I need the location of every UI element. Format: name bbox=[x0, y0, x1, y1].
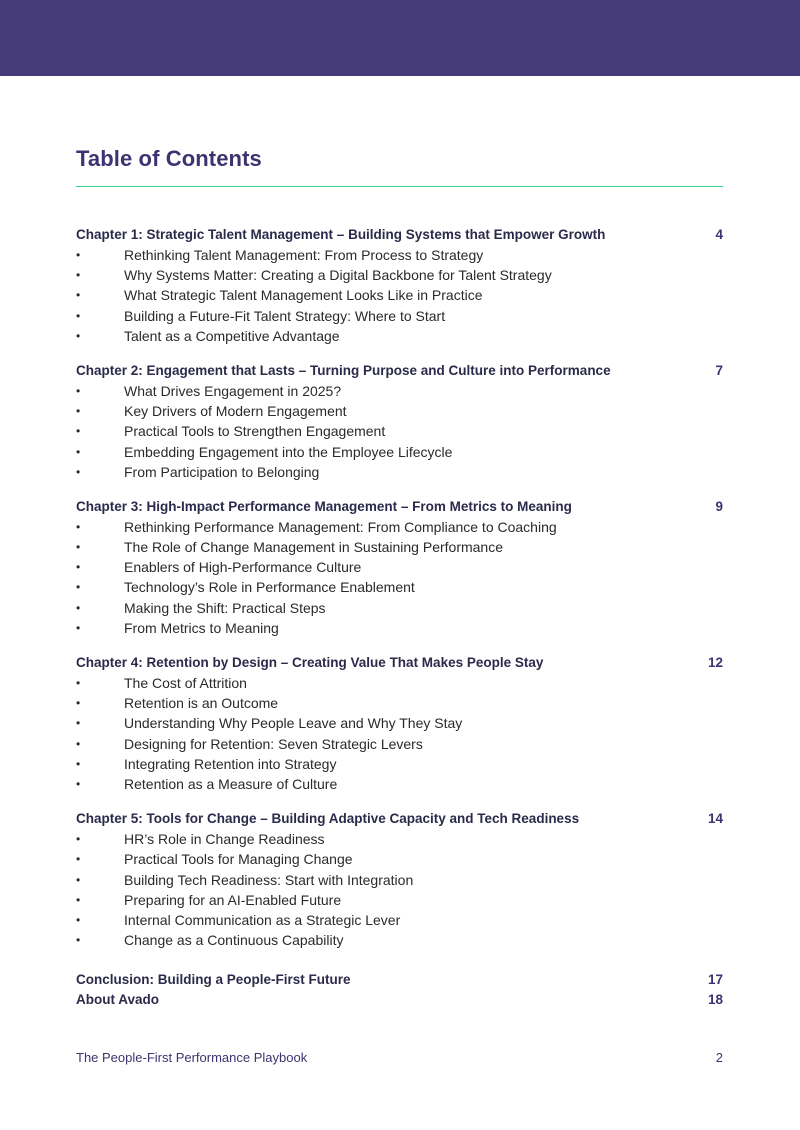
footer-document-title: The People-First Performance Playbook bbox=[76, 1050, 308, 1065]
bullet-icon: • bbox=[76, 912, 81, 927]
section-label: Enablers of High-Performance Culture bbox=[124, 559, 362, 576]
bullet-icon: • bbox=[76, 736, 81, 751]
section-label: The Cost of Attrition bbox=[124, 675, 247, 691]
bullet-icon: • bbox=[76, 268, 81, 283]
bullet-icon: • bbox=[76, 776, 81, 791]
chapter-page-number: 9 bbox=[715, 498, 723, 514]
table-of-contents bbox=[76, 225, 723, 965]
section-item[interactable] bbox=[76, 618, 723, 638]
bullet-icon: • bbox=[76, 560, 81, 575]
section-label: Understanding Why People Leave and Why They Stay bbox=[124, 715, 463, 732]
bullet-icon: • bbox=[76, 540, 81, 555]
section-label: Change as a Continuous Capability bbox=[124, 932, 344, 949]
section-label: Rethinking Performance Management: From Compliance to Coaching bbox=[124, 518, 557, 535]
section-list bbox=[76, 245, 723, 346]
toc-chapter-5 bbox=[76, 809, 723, 950]
section-label: Building Tech Readiness: Start with Integration bbox=[124, 871, 414, 888]
section-label: From Metrics to Meaning bbox=[124, 619, 279, 636]
chapter-entry[interactable] bbox=[76, 497, 723, 517]
bullet-icon: • bbox=[76, 620, 81, 635]
bullet-icon: • bbox=[76, 676, 81, 690]
section-label: HR’s Role in Change Readiness bbox=[124, 831, 325, 848]
chapter-entry[interactable] bbox=[76, 653, 723, 673]
toc-chapter-4 bbox=[76, 653, 723, 794]
section-item[interactable] bbox=[76, 870, 723, 890]
section-label: Rethinking Talent Management: From Process to Strategy bbox=[124, 247, 484, 263]
page-title: Table of Contents bbox=[76, 146, 262, 171]
bullet-icon: • bbox=[76, 404, 81, 419]
section-label: Retention as a Measure of Culture bbox=[124, 775, 338, 792]
section-label: Preparing for an AI-Enabled Future bbox=[124, 891, 342, 908]
bullet-icon: • bbox=[76, 696, 81, 711]
section-item[interactable] bbox=[76, 326, 723, 346]
bullet-icon: • bbox=[76, 383, 81, 398]
bullet-icon: • bbox=[76, 424, 81, 439]
bullet-icon: • bbox=[76, 519, 81, 534]
section-item[interactable] bbox=[76, 517, 723, 537]
chapter-page-number: 12 bbox=[707, 655, 723, 670]
section-item[interactable] bbox=[76, 462, 723, 482]
section-item[interactable] bbox=[76, 829, 723, 849]
chapter-page-number: 7 bbox=[715, 362, 723, 378]
chapter-entry[interactable] bbox=[76, 809, 723, 829]
section-item[interactable] bbox=[76, 401, 723, 421]
bullet-icon: • bbox=[76, 580, 81, 595]
section-label: Practical Tools for Managing Change bbox=[124, 851, 353, 868]
section-item[interactable] bbox=[76, 673, 723, 693]
chapter-title: Chapter 4: Retention by Design – Creating Value That Makes People Stay bbox=[76, 655, 544, 670]
section-label: Making the Shift: Practical Steps bbox=[124, 599, 326, 616]
conclusion-page-number: 17 bbox=[707, 972, 723, 987]
section-label: What Strategic Talent Management Looks Like in Practice bbox=[124, 287, 483, 304]
toc-chapter-1 bbox=[76, 225, 723, 346]
section-list bbox=[76, 381, 723, 482]
section-item[interactable] bbox=[76, 849, 723, 869]
chapter-page-number: 4 bbox=[715, 227, 723, 242]
toc-endmatter bbox=[76, 970, 723, 1010]
section-label: Embedding Engagement into the Employee Lifecycle bbox=[124, 443, 453, 460]
conclusion-title: Conclusion: Building a People-First Future bbox=[76, 972, 351, 987]
section-item[interactable] bbox=[76, 421, 723, 441]
section-label: Internal Communication as a Strategic Lever bbox=[124, 911, 401, 928]
section-label: From Participation to Belonging bbox=[124, 463, 320, 480]
toc-chapter-2 bbox=[76, 361, 723, 482]
section-item[interactable] bbox=[76, 577, 723, 597]
section-label: The Role of Change Management in Sustaining Performance bbox=[124, 539, 503, 556]
section-label: Designing for Retention: Seven Strategic Levers bbox=[124, 735, 423, 752]
section-list bbox=[76, 517, 723, 638]
section-label: Technology’s Role in Performance Enablement bbox=[124, 579, 415, 596]
section-item[interactable] bbox=[76, 713, 723, 733]
bullet-icon: • bbox=[76, 716, 81, 731]
section-label: Why Systems Matter: Creating a Digital Backbone for Talent Strategy bbox=[124, 267, 552, 284]
section-item[interactable] bbox=[76, 754, 723, 774]
section-item[interactable] bbox=[76, 381, 723, 401]
bullet-icon: • bbox=[76, 872, 81, 887]
section-item[interactable] bbox=[76, 930, 723, 950]
section-list bbox=[76, 673, 723, 794]
conclusion-entry[interactable] bbox=[76, 970, 723, 990]
section-label: What Drives Engagement in 2025? bbox=[124, 382, 342, 399]
about-title: About Avado bbox=[76, 992, 159, 1007]
section-item[interactable] bbox=[76, 693, 723, 713]
chapter-entry[interactable] bbox=[76, 225, 723, 245]
section-label: Talent as a Competitive Advantage bbox=[124, 327, 340, 344]
section-item[interactable] bbox=[76, 774, 723, 794]
section-item[interactable] bbox=[76, 285, 723, 305]
section-list bbox=[76, 829, 723, 950]
bullet-icon: • bbox=[76, 852, 81, 867]
bullet-icon: • bbox=[76, 756, 81, 771]
bullet-icon: • bbox=[76, 308, 81, 323]
section-item[interactable] bbox=[76, 245, 723, 265]
about-page-number: 18 bbox=[707, 992, 723, 1007]
section-label: Practical Tools to Strengthen Engagement bbox=[124, 423, 386, 440]
chapter-page-number: 14 bbox=[707, 811, 723, 827]
bullet-icon: • bbox=[76, 288, 81, 303]
section-label: Integrating Retention into Strategy bbox=[124, 755, 337, 772]
chapter-title: Chapter 1: Strategic Talent Management – Building Systems that Empower Growth bbox=[76, 227, 606, 242]
chapter-title: Chapter 2: Engagement that Lasts – Turning Purpose and Culture into Performance bbox=[76, 362, 611, 378]
section-item[interactable] bbox=[76, 910, 723, 930]
about-entry[interactable] bbox=[76, 990, 723, 1010]
bullet-icon: • bbox=[76, 464, 81, 479]
bullet-icon: • bbox=[76, 600, 81, 615]
section-label: Building a Future-Fit Talent Strategy: Where to Start bbox=[124, 307, 446, 324]
bullet-icon: • bbox=[76, 328, 81, 343]
section-item[interactable] bbox=[76, 598, 723, 618]
header-band bbox=[0, 0, 800, 76]
section-item[interactable] bbox=[76, 537, 723, 557]
section-item[interactable] bbox=[76, 890, 723, 910]
bullet-icon: • bbox=[76, 892, 81, 907]
section-item[interactable] bbox=[76, 734, 723, 754]
bullet-icon: • bbox=[76, 933, 81, 948]
bullet-icon: • bbox=[76, 248, 81, 262]
chapter-title: Chapter 5: Tools for Change – Building Adaptive Capacity and Tech Readiness bbox=[76, 811, 580, 827]
title-divider bbox=[76, 186, 723, 187]
section-item[interactable] bbox=[76, 265, 723, 285]
section-item[interactable] bbox=[76, 557, 723, 577]
toc-chapter-3 bbox=[76, 497, 723, 638]
bullet-icon: • bbox=[76, 832, 81, 847]
chapter-entry[interactable] bbox=[76, 361, 723, 381]
section-label: Retention is an Outcome bbox=[124, 695, 279, 712]
section-label: Key Drivers of Modern Engagement bbox=[124, 403, 347, 420]
chapter-title: Chapter 3: High-Impact Performance Management – From Metrics to Meaning bbox=[76, 498, 572, 514]
footer-page-number: 2 bbox=[715, 1050, 723, 1065]
bullet-icon: • bbox=[76, 444, 81, 459]
section-item[interactable] bbox=[76, 442, 723, 462]
section-item[interactable] bbox=[76, 306, 723, 326]
